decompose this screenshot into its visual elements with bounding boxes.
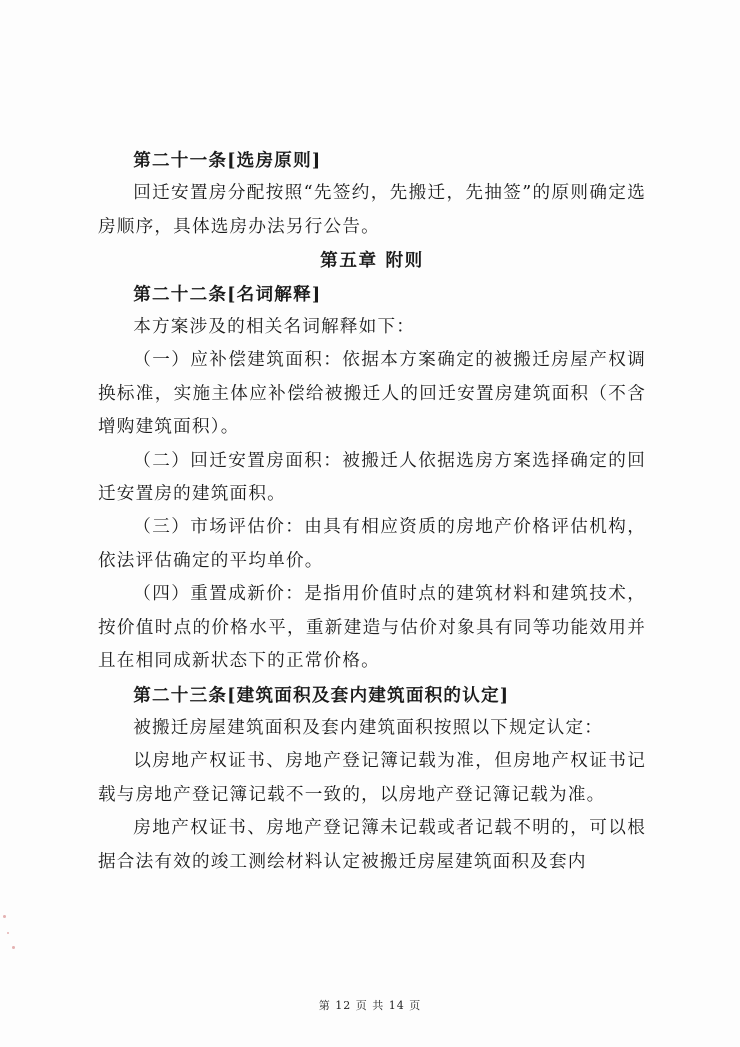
article-23-intro: 被搬迁房屋建筑面积及套内建筑面积按照以下规定认定： xyxy=(133,717,604,738)
article-22-item-1: （一）应补偿建筑面积：依据本方案确定的被搬迁房屋产权调换标准，实施主体应补偿给被搬迁人的回迁安置房建筑面积（不含增购建筑面积）。 xyxy=(98,350,646,438)
scan-speck xyxy=(12,946,15,949)
article-21-body: 回迁安置房分配按照“先签约，先搬迁，先抽签”的原则确定选房顺序，具体选房办法另行公告。 xyxy=(98,183,646,237)
article-23-rule-1: 以房地产权证书、房地产登记簿记载为准，但房地产权证书记载与房地产登记簿记载不一致的，以房地产登记簿记载为准。 xyxy=(98,751,646,805)
scan-speck xyxy=(7,932,9,934)
article-22-intro: 本方案涉及的相关名词解释如下： xyxy=(133,317,416,338)
article-22-item-4: （四）重置成新价：是指用价值时点的建筑材料和建筑技术，按价值时点的价格水平，重新建造与估价对象具有同等功能效用并且在相同成新状态下的正常价格。 xyxy=(98,584,646,672)
scan-speck xyxy=(3,915,6,918)
article-22-item-2: （二）回迁安置房面积：被搬迁人依据选房方案选择确定的回迁安置房的建筑面积。 xyxy=(98,450,646,505)
article-23-rule-2: 房地产权证书、房地产登记簿未记载或者记载不明的，可以根据合法有效的竣工测绘材料认定被搬迁房屋建筑面积及套内 xyxy=(98,818,646,872)
article-23-heading: 第二十三条[建筑面积及套内建筑面积的认定] xyxy=(133,684,510,706)
document-body xyxy=(98,144,646,879)
page-number-footer: 第 12 页 共 14 页 xyxy=(318,999,422,1012)
article-22-heading: 第二十二条[名词解释] xyxy=(133,283,322,305)
chapter-5-heading: 第五章 附则 xyxy=(320,250,424,272)
article-21-heading: 第二十一条[选房原则] xyxy=(133,150,322,171)
article-22-item-3: （三）市场评估价：由具有相应资质的房地产价格评估机构，依法评估确定的平均单价。 xyxy=(98,517,646,571)
